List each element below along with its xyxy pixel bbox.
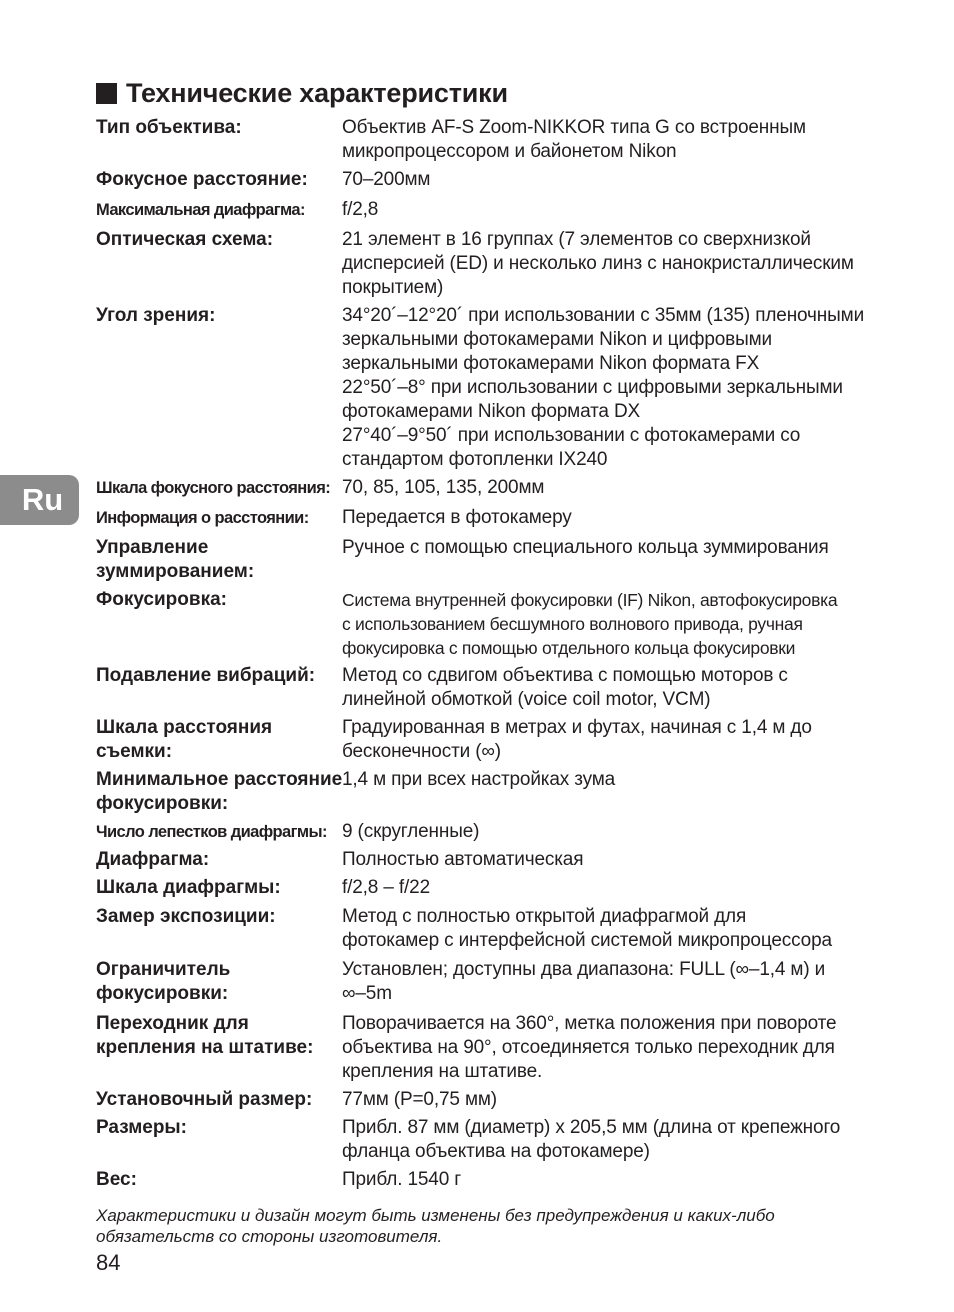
spec-label: Вес: [96, 1169, 137, 1190]
footnote: Характеристики и дизайн могут быть изменены без предупреждения и каких-либо обязательств со стороны изготовителя. [96, 1206, 775, 1246]
spec-label-line: Ограничитель [96, 959, 231, 980]
spec-value-line: Поворачивается на 360°, метка положения при повороте [342, 1013, 837, 1034]
spec-row [96, 663, 886, 712]
square-bullet-icon [96, 83, 117, 104]
spec-value [342, 663, 886, 712]
spec-label: Шкала диафрагмы: [96, 877, 281, 898]
spec-value-line: 77мм (P=0,75 мм) [342, 1089, 497, 1110]
spec-label: Размеры: [96, 1117, 187, 1138]
spec-label: Угол зрения: [96, 305, 216, 326]
spec-value-line: Объектив AF-S Zoom-NIKKOR типа G со встроенным [342, 117, 806, 138]
spec-row [96, 1011, 886, 1084]
spec-row [96, 875, 886, 900]
spec-value-line: бесконечности (∞) [342, 741, 501, 762]
spec-row [96, 904, 886, 953]
spec-value [342, 957, 886, 1006]
spec-value-line: 70–200мм [342, 169, 431, 190]
spec-value-line: фотокамерами Nikon формата DX [342, 401, 641, 422]
spec-value-line: стандартом фотопленки IX240 [342, 449, 608, 470]
spec-value-line: Установлен; доступны два диапазона: FULL (∞–1,4 м) и [342, 959, 826, 980]
spec-value-line: 22°50´–8° при использовании с цифровыми зеркальными [342, 377, 843, 398]
spec-value-line: объектива на 90°, отсоединяется только переходник для [342, 1037, 835, 1058]
spec-value [342, 227, 886, 300]
spec-value-line: ∞–5m [342, 983, 392, 1004]
spec-value [342, 167, 886, 192]
spec-value [342, 303, 886, 472]
spec-value-line: зеркальными фотокамерами Nikon и цифровыми [342, 329, 773, 350]
spec-label: Диафрагма: [96, 849, 210, 870]
spec-row [96, 535, 886, 584]
spec-row [96, 197, 886, 222]
spec-value [342, 115, 886, 164]
page-number: 84 [96, 1250, 121, 1275]
spec-value [342, 904, 886, 953]
spec-value-line: покрытием) [342, 277, 444, 298]
spec-label-line: крепления на штативе: [96, 1037, 314, 1058]
spec-value-line: с использованием бесшумного волнового привода, ручная [342, 614, 803, 634]
spec-label: Установочный размер: [96, 1089, 313, 1110]
spec-value-line: Метод с полностью открытой диафрагмой для [342, 906, 747, 927]
spec-row [96, 957, 886, 1006]
spec-value [342, 475, 886, 500]
spec-value [342, 505, 886, 530]
spec-value-line: Градуированная в метрах и футах, начиная с 1,4 м до [342, 717, 812, 738]
spec-label-line: Переходник для [96, 1013, 249, 1034]
spec-label: Максимальная диафрагма: [96, 201, 305, 219]
page-title [96, 78, 508, 109]
spec-value-line: линейной обмоткой (voice coil motor, VCM) [342, 689, 711, 710]
spec-label-line: зуммированием: [96, 561, 255, 582]
spec-label: Шкала фокусного расстояния: [96, 479, 331, 497]
spec-value [342, 197, 886, 222]
language-tab: Ru [0, 475, 79, 525]
spec-value-line: Прибл. 87 мм (диаметр) x 205,5 мм (длина от крепежного [342, 1117, 841, 1138]
spec-label: Оптическая схема: [96, 229, 274, 250]
specifications-table [96, 115, 886, 1192]
spec-label [96, 535, 342, 584]
spec-label [96, 715, 342, 764]
spec-value-line: f/2,8 [342, 199, 379, 220]
spec-value-line: микропроцессором и байонетом Nikon [342, 141, 677, 162]
spec-value-line: 70, 85, 105, 135, 200мм [342, 477, 545, 498]
spec-value-line: Передается в фотокамеру [342, 507, 572, 528]
spec-label: Число лепестков диафрагмы: [96, 823, 327, 841]
spec-value [342, 715, 886, 764]
spec-row [96, 475, 886, 500]
spec-value-line: Система внутренней фокусировки (IF) Nikon, автофокусировка [342, 590, 838, 610]
spec-value-line: фотокамер с интерфейсной системой микропроцессора [342, 930, 832, 951]
spec-row [96, 303, 886, 472]
spec-label-line: фокусировки: [96, 983, 229, 1004]
spec-row [96, 767, 886, 816]
spec-row [96, 1087, 886, 1112]
spec-label-line: Шкала расстояния [96, 717, 273, 738]
spec-value-line: 1,4 м при всех настройках зума [342, 769, 616, 790]
spec-label: Подавление вибраций: [96, 665, 316, 686]
spec-value [342, 1087, 886, 1112]
spec-row [96, 819, 886, 844]
spec-value-line: 27°40´–9°50´ при использовании с фотокамерами со [342, 425, 801, 446]
spec-label [96, 767, 342, 816]
spec-value [342, 847, 886, 872]
spec-label-line: Минимальное расстояние [96, 769, 343, 790]
spec-label [96, 957, 342, 1006]
spec-label: Тип объектива: [96, 117, 242, 138]
spec-value [342, 1011, 886, 1084]
spec-value-line: Прибл. 1540 г [342, 1169, 462, 1190]
spec-value [342, 819, 886, 844]
spec-value-line: f/2,8 – f/22 [342, 877, 430, 898]
spec-label: Замер экспозиции: [96, 906, 276, 927]
spec-value-line: зеркальными фотокамерами Nikon формата FX [342, 353, 760, 374]
spec-row [96, 167, 886, 192]
spec-value [342, 535, 886, 560]
spec-row [96, 1167, 886, 1192]
spec-value-line: дисперсией (ED) и несколько линз с нанокристаллическим [342, 253, 854, 274]
spec-row [96, 847, 886, 872]
spec-row [96, 505, 886, 530]
spec-label-line: Управление [96, 537, 209, 558]
spec-value-line: фланца объектива на фотокамере) [342, 1141, 650, 1162]
spec-value-line: Полностью автоматическая [342, 849, 584, 870]
spec-value [342, 767, 886, 792]
spec-value [342, 1115, 886, 1164]
spec-label-line: съемки: [96, 741, 173, 762]
spec-row [96, 587, 886, 660]
spec-row [96, 115, 886, 164]
spec-value-line: крепления на штативе. [342, 1061, 543, 1082]
spec-value-line: 21 элемент в 16 группах (7 элементов со сверхнизкой [342, 229, 811, 250]
spec-value [342, 587, 886, 660]
spec-value-line: Ручное с помощью специального кольца зуммирования [342, 537, 829, 558]
spec-value-line: Метод со сдвигом объектива с помощью моторов с [342, 665, 788, 686]
spec-label: Фокусное расстояние: [96, 169, 308, 190]
spec-value-line: фокусировка с помощью отдельного кольца фокусировки [342, 638, 796, 658]
spec-label: Информация о расстоянии: [96, 509, 309, 527]
spec-label: Фокусировка: [96, 589, 227, 610]
spec-row [96, 1115, 886, 1164]
spec-label-line: фокусировки: [96, 793, 229, 814]
spec-row [96, 227, 886, 300]
spec-value-line: 9 (скругленные) [342, 821, 480, 842]
spec-label [96, 1011, 342, 1060]
spec-value [342, 1167, 886, 1192]
spec-value-line: 34°20´–12°20´ при использовании с 35мм (135) пленочными [342, 305, 865, 326]
page-title-text: Технические характеристики [126, 78, 508, 108]
spec-row [96, 715, 886, 764]
spec-value [342, 875, 886, 900]
